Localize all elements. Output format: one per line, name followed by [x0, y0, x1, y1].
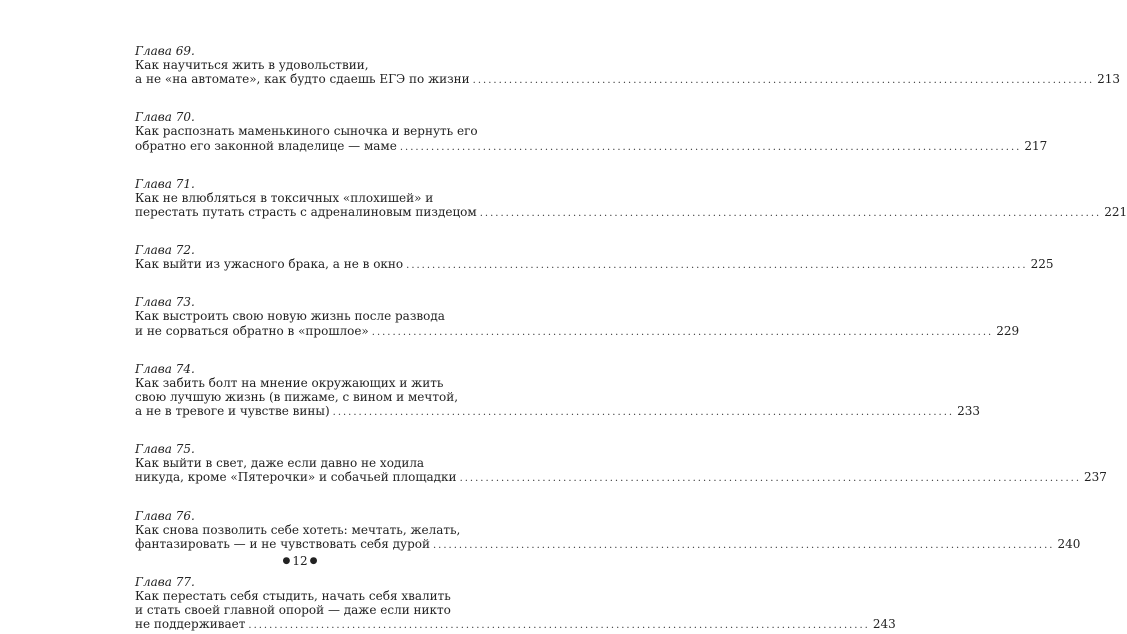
chapter-title-line: Как забить болт на мнение окружающих и жить — [135, 375, 444, 390]
chapter-title-last-line — [135, 323, 1020, 338]
page-number-right-dot: ● — [309, 556, 318, 566]
table-of-contents — [135, 44, 1127, 632]
dot-leader: ........................................................................................................................ — [406, 260, 1028, 272]
chapter-title-last-line — [135, 536, 1081, 551]
chapter-title-last-line — [135, 204, 1127, 219]
chapter-title-last-line — [135, 404, 980, 419]
chapter-title-line: Как распознать маменькиного сыночка и вернуть его — [135, 124, 478, 139]
chapter-title-text: фантазировать — и не чувствовать себя дурой — [135, 536, 430, 551]
page-number — [0, 554, 600, 568]
chapter-page-number: 237 — [1084, 470, 1107, 485]
dot-leader: ........................................................................................................................ — [399, 141, 1022, 153]
dot-leader: ........................................................................................................................ — [332, 407, 955, 419]
chapter-page-number: 233 — [957, 404, 980, 419]
dot-leader: ........................................................................................................................ — [479, 207, 1102, 219]
chapter-title-line: и стать своей главной опорой — даже если никто — [135, 603, 451, 618]
chapter-title-last-line — [135, 257, 1054, 272]
toc-entry — [135, 243, 1054, 272]
chapter-title-text: а не в тревоге и чувстве вины) — [135, 404, 330, 419]
chapter-title-line: Как снова позволить себе хотеть: мечтать, желать, — [135, 522, 461, 537]
toc-entry — [135, 575, 896, 632]
toc-entry — [135, 442, 1107, 485]
chapter-page-number: 229 — [996, 323, 1020, 338]
dot-leader: ........................................................................................................................ — [248, 620, 870, 632]
chapter-label: Глава 69. — [135, 44, 195, 58]
chapter-page-number: 240 — [1057, 536, 1081, 551]
toc-entry — [135, 44, 1121, 87]
chapter-label: Глава 77. — [135, 575, 195, 589]
chapter-label: Глава 70. — [135, 110, 195, 125]
chapter-title-line: Как не влюбляться в токсичных «плохишей» и — [135, 190, 434, 205]
chapter-title-text: обратно его законной владелице — маме — [135, 138, 397, 153]
chapter-title-text: и не сорваться обратно в «прошлое» — [135, 323, 369, 338]
chapter-page-number: 243 — [872, 617, 896, 632]
chapter-label: Глава 71. — [135, 176, 195, 191]
page-number-value: 12 — [292, 554, 308, 568]
chapter-label: Глава 73. — [135, 295, 195, 310]
toc-entry — [135, 110, 1048, 153]
chapter-title-line: Как научиться жить в удовольствии, — [135, 58, 369, 72]
toc-entry — [135, 508, 1081, 551]
toc-entry — [135, 295, 1020, 338]
chapter-title-text: перестать путать страсть с адреналиновым пиздецом — [135, 204, 477, 219]
dot-leader: ........................................................................................................................ — [433, 539, 1055, 551]
chapter-title-last-line — [135, 72, 1121, 87]
chapter-title-text: никуда, кроме «Пятерочки» и собачьей площадки — [135, 470, 457, 485]
dot-leader: ........................................................................................................................ — [459, 473, 1082, 485]
chapter-title-text: а не «на автомате», как будто сдаешь ЕГЭ по жизни — [135, 72, 470, 87]
chapter-title-line: Как перестать себя стыдить, начать себя хвалить — [135, 589, 451, 603]
chapter-label: Глава 72. — [135, 243, 195, 258]
page-number-left-dot: ● — [282, 556, 291, 566]
chapter-label: Глава 75. — [135, 442, 195, 457]
toc-entry — [135, 361, 980, 419]
chapter-title-last-line — [135, 138, 1048, 153]
chapter-title-line: Как выйти в свет, даже если давно не ходила — [135, 456, 425, 471]
chapter-title-last-line — [135, 617, 896, 632]
chapter-page-number: 221 — [1104, 204, 1127, 219]
chapter-label: Глава 74. — [135, 361, 195, 376]
chapter-title-text: Как выйти из ужасного брака, а не в окно — [135, 257, 404, 272]
chapter-title-line: Как выстроить свою новую жизнь после развода — [135, 309, 445, 324]
chapter-page-number: 213 — [1097, 72, 1121, 87]
chapter-title-line: свою лучшую жизнь (в пижаме, с вином и мечтой, — [135, 389, 459, 404]
chapter-page-number: 217 — [1024, 138, 1048, 153]
chapter-title-last-line — [135, 470, 1107, 485]
chapter-label: Глава 76. — [135, 508, 195, 523]
dot-leader: ........................................................................................................................ — [371, 326, 994, 338]
toc-entry — [135, 176, 1127, 219]
dot-leader: ........................................................................................................................ — [472, 75, 1095, 87]
chapter-page-number: 225 — [1030, 257, 1054, 272]
chapter-title-text: не поддерживает — [135, 617, 246, 632]
